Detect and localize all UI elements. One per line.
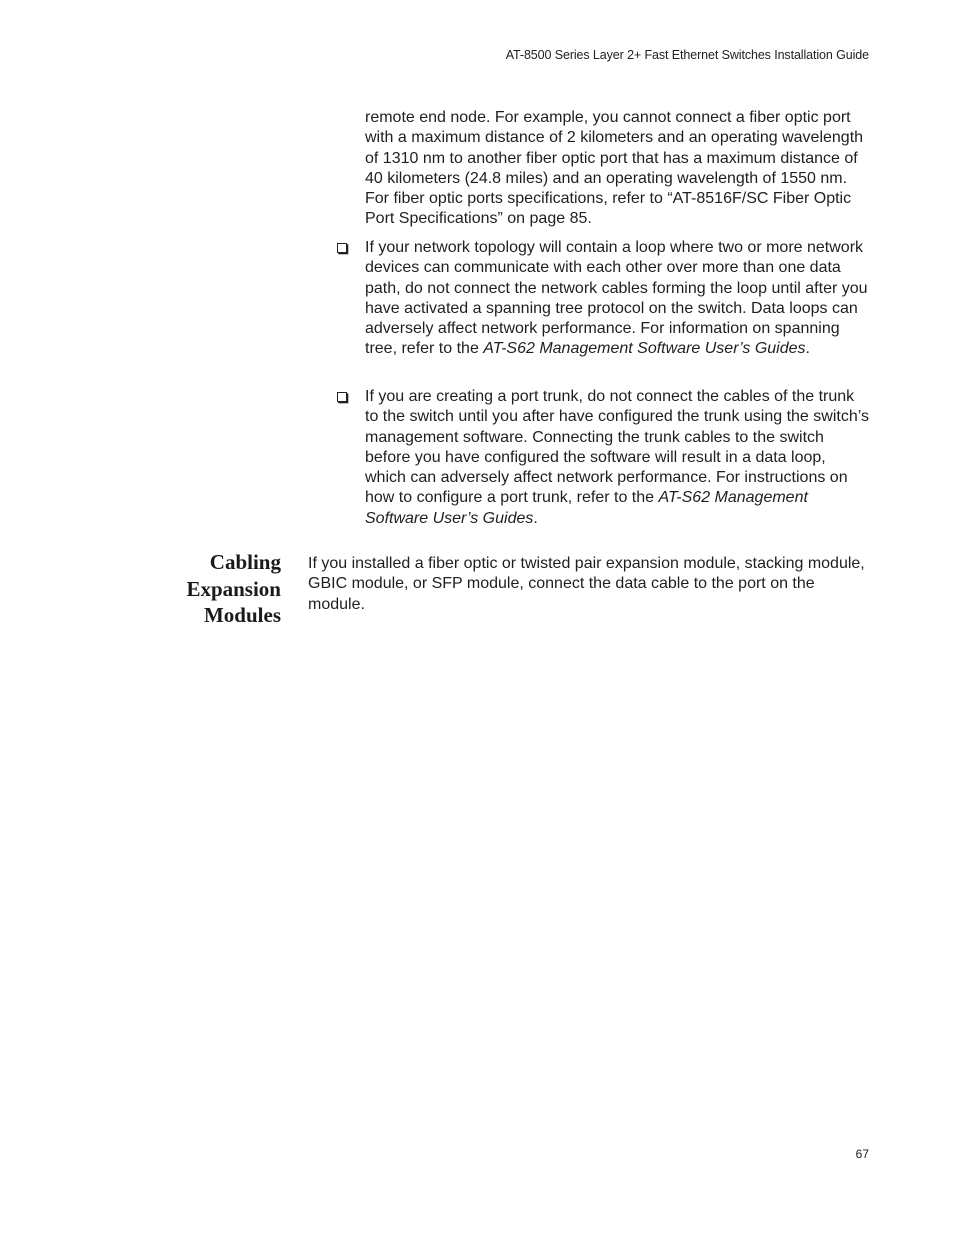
bullet-text-end: . — [533, 509, 538, 527]
section-heading-line: Cabling — [209, 550, 281, 574]
bullet-item — [336, 238, 870, 360]
bullet-text-end: . — [805, 340, 810, 358]
checkbox-bullet-icon — [336, 387, 365, 529]
section-heading-line: Expansion — [186, 576, 281, 601]
section-heading — [150, 549, 281, 629]
bullet-text-italic: AT-S62 Management Software User’s Guides — [483, 340, 806, 358]
bullet-text-main: If your network topology will contain a loop where two or more network devices can communicate with each other over more than one data path, do not connect the network cables forming the loop until after you have activated a spanning tree protocol on the switch. Data loops can adversely affect network performance. For information on spanning tree, refer to the — [365, 239, 868, 358]
continued-paragraph: remote end node. For example, you cannot connect a fiber optic port with a maximum distance of 2 kilometers and an operating wavelength of 1310 nm to another fiber optic port that has a maximum distance of 40 kilometers (24.8 miles) and an operating wavelength of 1550 nm. For fiber optic ports specifications, refer to “AT-8516F/SC Fiber Optic Port Specifications” on page 85. — [365, 109, 864, 228]
bullet-text — [365, 238, 870, 360]
page-number: 67 — [855, 1147, 869, 1161]
checkbox-bullet-icon — [336, 238, 365, 360]
running-header: AT-8500 Series Layer 2+ Fast Ethernet Switches Installation Guide — [505, 48, 869, 62]
section-heading-line: Modules — [203, 603, 281, 627]
bullet-text-main: If you are creating a port trunk, do not connect the cables of the trunk to the switch until you after have configured the trunk using the switch’s management software. Connecting the trunk cables to the switch before you have configured the software will result in a data loop, which can adversely affect network performance. For instructions on how to configure a port trunk, refer to the — [365, 388, 869, 507]
section-paragraph: If you installed a fiber optic or twisted pair expansion module, stacking module, GBIC module, or SFP module, connect the data cable to the port on the module. — [308, 555, 865, 613]
bullet-item — [336, 387, 870, 529]
bullet-text — [365, 387, 870, 529]
bullet-text-italic: AT-S62 Management Software User’s Guides — [365, 489, 808, 527]
